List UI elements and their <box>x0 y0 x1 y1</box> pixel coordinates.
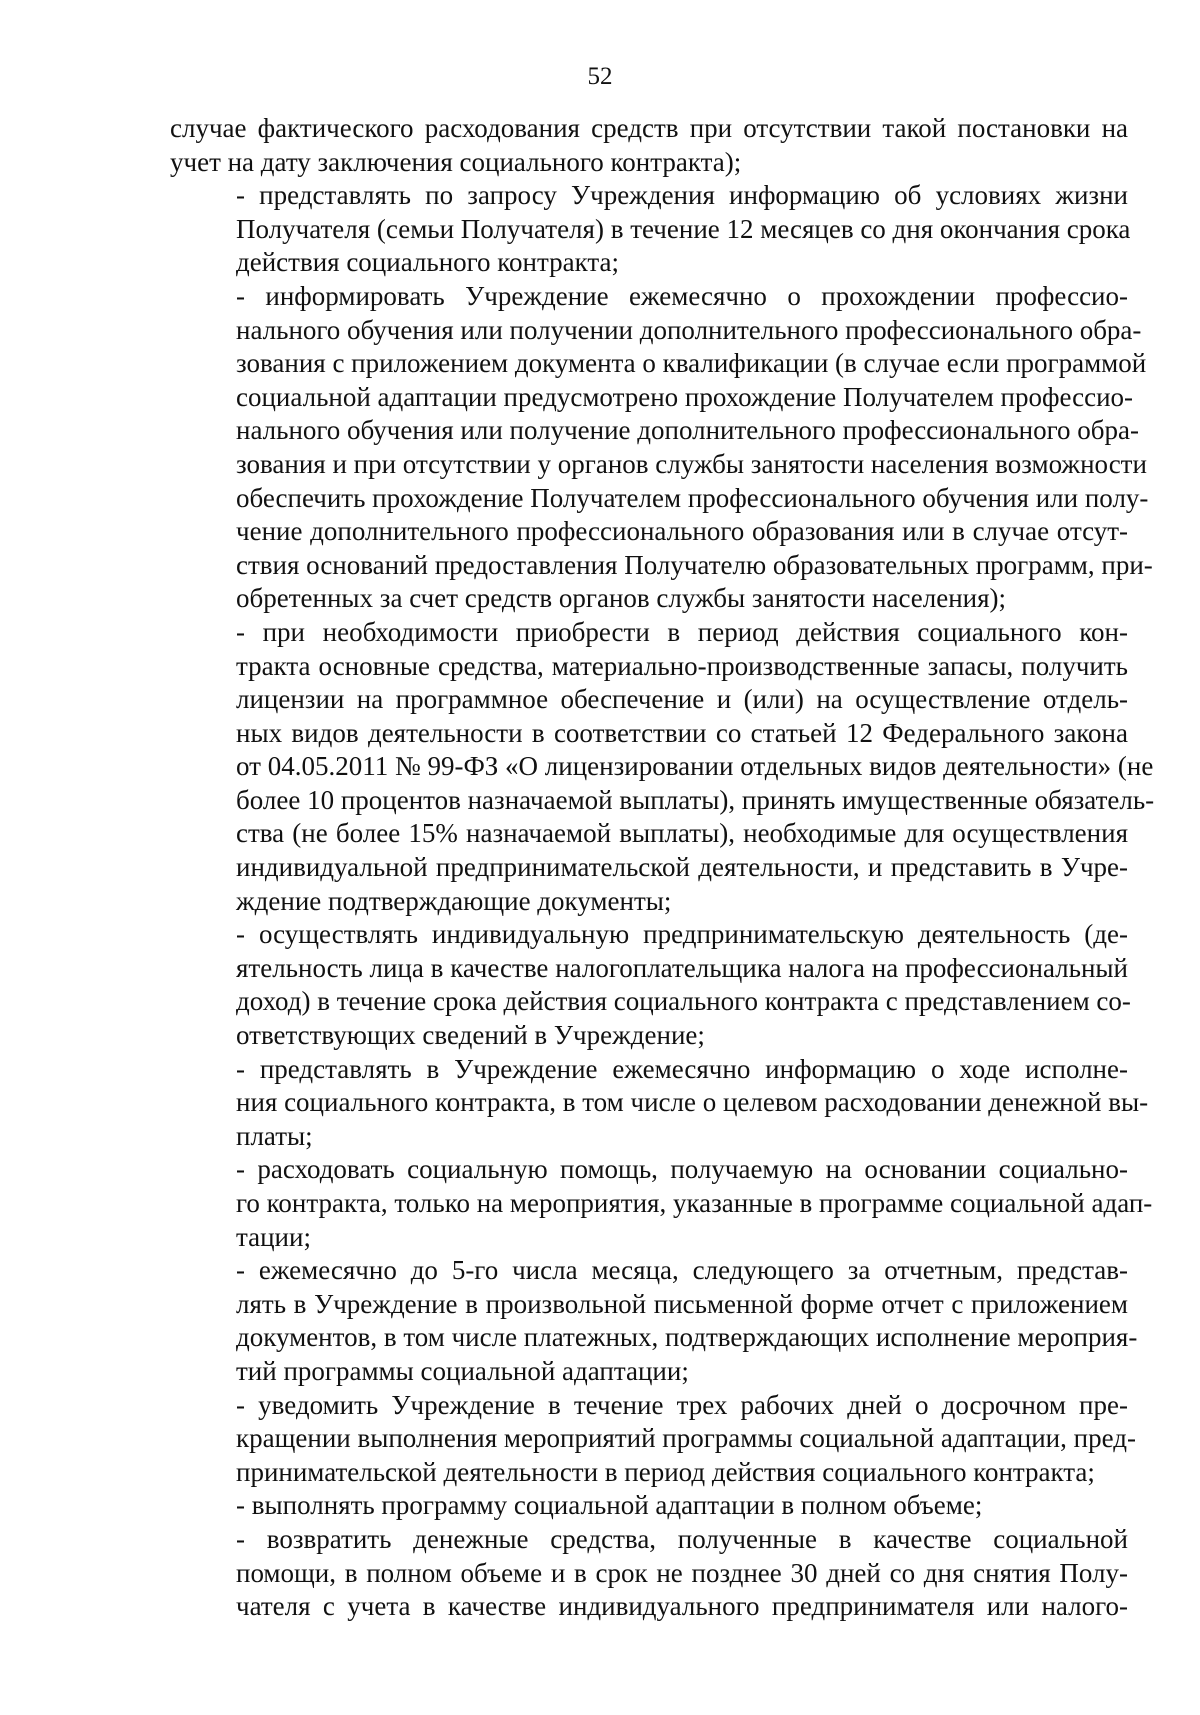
document-body <box>170 112 1155 1624</box>
text-line: - возвратить денежные средства, полученные в качестве социальной <box>236 1523 1128 1554</box>
paragraph <box>170 918 1131 1052</box>
text-line: доход) в течение срока действия социального контракта с представлением со- <box>236 986 1131 1017</box>
text-line: тации; <box>236 1221 311 1252</box>
text-line: ждение подтверждающие документы; <box>236 885 672 916</box>
text-line: чение дополнительного профессионального образования или в случае отсут- <box>236 516 1128 547</box>
paragraph <box>170 616 1155 918</box>
text-line: документов, в том числе платежных, подтверждающих исполнение мероприя- <box>236 1322 1138 1353</box>
text-line: зования с приложением документа о квалификации (в случае если программой <box>236 348 1147 379</box>
text-line: тракта основные средства, материально-производственные запасы, получить <box>236 650 1128 681</box>
text-line: ятельность лица в качестве налогоплательщика налога на профессиональный <box>236 952 1128 983</box>
paragraph <box>170 1053 1149 1154</box>
text-line: ния социального контракта, в том числе о целевом расходовании денежной вы- <box>236 1087 1149 1118</box>
text-line: Получателя (семьи Получателя) в течение 12 месяцев со дня окончания срока <box>236 213 1131 244</box>
text-line: нального обучения или получении дополнительного профессионального обра- <box>236 314 1142 345</box>
text-line: кращении выполнения мероприятий программы социальной адаптации, пред- <box>236 1423 1136 1454</box>
text-line: более 10 процентов назначаемой выплаты), принять имущественные обязатель- <box>236 784 1155 815</box>
text-line: помощи, в полном объеме и в срок не позднее 30 дней со дня снятия Полу- <box>236 1557 1128 1588</box>
text-line: действия социального контракта; <box>236 247 619 278</box>
text-line: платы; <box>236 1120 313 1151</box>
paragraph <box>170 112 1128 179</box>
text-line: ствия оснований предоставления Получателю образовательных программ, при- <box>236 549 1153 580</box>
text-line: - ежемесячно до 5-го числа месяца, следующего за отчетным, представ- <box>236 1255 1128 1286</box>
text-line: тий программы социальной адаптации; <box>236 1355 689 1386</box>
paragraph <box>170 1523 1128 1624</box>
paragraph <box>170 1389 1136 1490</box>
paragraph <box>170 1489 1128 1523</box>
text-line: - осуществлять индивидуальную предпринимательскую деятельность (де- <box>236 919 1128 950</box>
text-line: принимательской деятельности в период действия социального контракта; <box>236 1456 1095 1487</box>
text-line: обеспечить прохождение Получателем профессионального обучения или полу- <box>236 482 1149 513</box>
page-number: 52 <box>587 63 613 90</box>
paragraph <box>170 1254 1138 1388</box>
text-line: учет на дату заключения социального контракта); <box>170 146 742 177</box>
paragraph <box>170 179 1131 280</box>
text-line: ных видов деятельности в соответствии со статьей 12 Федерального закона <box>236 717 1128 748</box>
text-line: от 04.05.2011 № 99-ФЗ «О лицензировании отдельных видов деятельности» (не <box>236 751 1154 782</box>
text-line: индивидуальной предпринимательской деятельности, и представить в Учре- <box>236 852 1128 883</box>
paragraph <box>170 1153 1153 1254</box>
paragraph <box>170 280 1153 616</box>
text-line: обретенных за счет средств органов службы занятости населения); <box>236 583 1007 614</box>
text-line: - информировать Учреждение ежемесячно о прохождении профессио- <box>236 280 1128 311</box>
text-line: - представлять по запросу Учреждения информацию об условиях жизни <box>236 180 1128 211</box>
text-line: лицензии на программное обеспечение и (или) на осуществление отдель- <box>236 684 1128 715</box>
text-line: - выполнять программу социальной адаптации в полном объеме; <box>236 1490 983 1521</box>
text-line: социальной адаптации предусмотрено прохождение Получателем профессио- <box>236 381 1134 412</box>
text-line: зования и при отсутствии у органов службы занятости населения возможности <box>236 448 1147 479</box>
text-line: - при необходимости приобрести в период действия социального кон- <box>236 616 1128 647</box>
text-line: нального обучения или получение дополнительного профессионального обра- <box>236 415 1139 446</box>
text-line: лять в Учреждение в произвольной письменной форме отчет с приложением <box>236 1288 1128 1319</box>
text-line: чателя с учета в качестве индивидуального предпринимателя или налого- <box>236 1591 1128 1622</box>
text-line: - уведомить Учреждение в течение трех рабочих дней о досрочном пре- <box>236 1389 1128 1420</box>
text-line: случае фактического расходования средств при отсутствии такой постановки на <box>170 113 1128 143</box>
text-line: ства (не более 15% назначаемой выплаты), необходимые для осуществления <box>236 818 1128 849</box>
text-line: го контракта, только на мероприятия, указанные в программе социальной адап- <box>236 1188 1153 1218</box>
text-line: ответствующих сведений в Учреждение; <box>236 1020 705 1051</box>
text-line: - представлять в Учреждение ежемесячно информацию о ходе исполне- <box>236 1053 1128 1084</box>
text-line: - расходовать социальную помощь, получаемую на основании социально- <box>236 1154 1128 1185</box>
